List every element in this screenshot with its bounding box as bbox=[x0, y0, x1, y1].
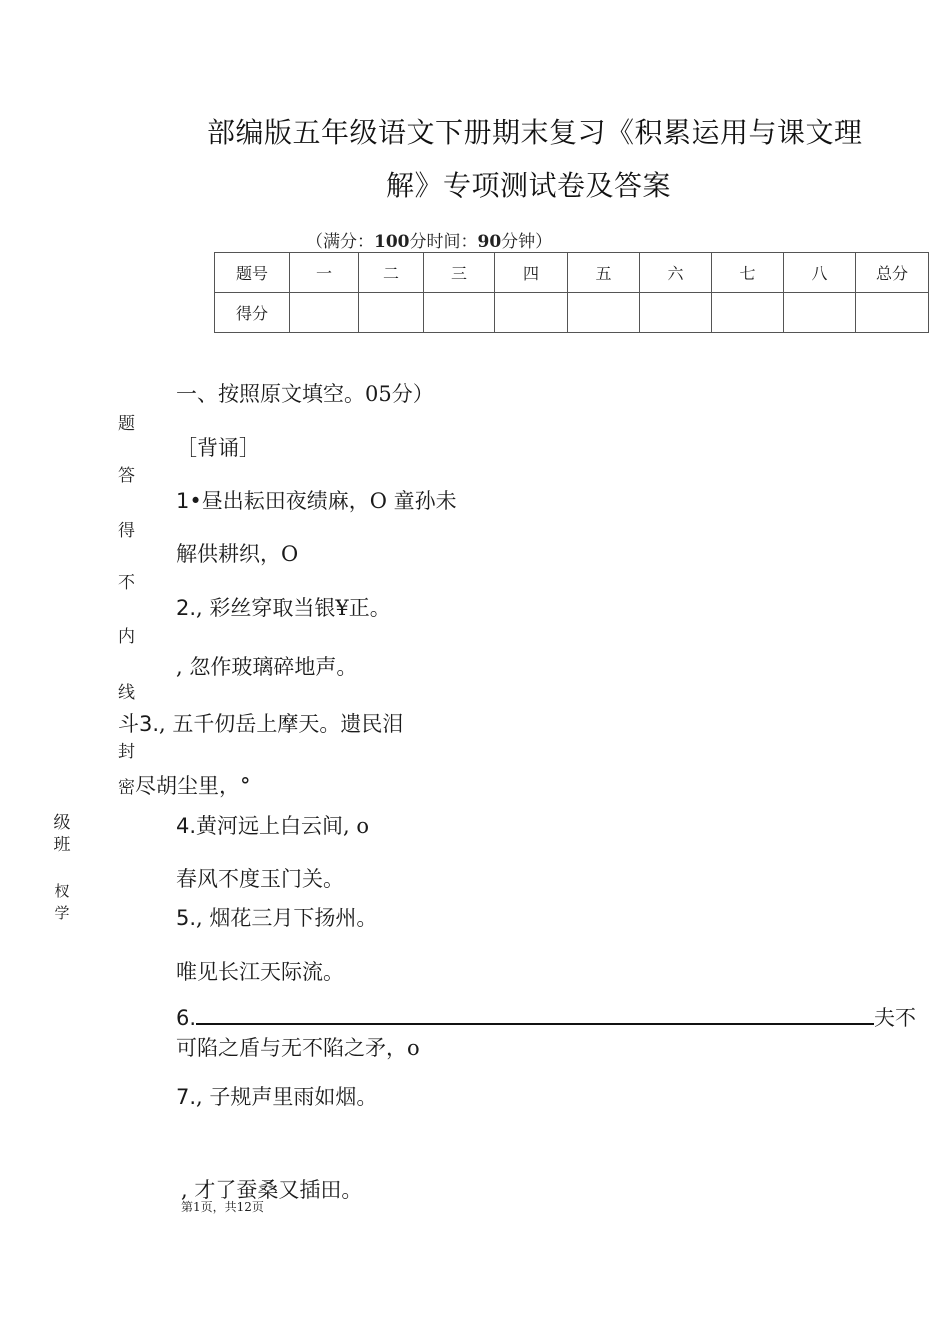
score-cell[interactable] bbox=[495, 293, 568, 333]
header-cell: 八 bbox=[784, 253, 856, 293]
list-item: 6. 夫不 bbox=[176, 1002, 916, 1032]
header-cell: 题号 bbox=[215, 253, 290, 293]
school-label: 杈学 bbox=[54, 882, 70, 922]
binding-margin-char: 得 bbox=[118, 521, 135, 541]
header-cell: 总分 bbox=[856, 253, 929, 293]
list-item: 7., 子规声里雨如烟。 bbox=[176, 1085, 378, 1109]
header-cell: 三 bbox=[424, 253, 495, 293]
score-cell[interactable] bbox=[424, 293, 495, 333]
class-label: 级班 bbox=[53, 813, 71, 855]
binding-margin-char: 封 bbox=[118, 742, 135, 762]
row-label-cell: 得分 bbox=[215, 293, 290, 333]
binding-margin-char: 线 bbox=[118, 683, 135, 703]
score-cell[interactable] bbox=[568, 293, 640, 333]
score-table-header-row bbox=[215, 253, 929, 293]
section-subheading: ［背诵］ bbox=[176, 436, 260, 460]
list-item: 可陷之盾与无不陷之矛，o bbox=[176, 1036, 420, 1060]
score-time-note: （满分：100分时间：90分钟） bbox=[306, 232, 553, 252]
header-cell: 六 bbox=[640, 253, 712, 293]
score-cell[interactable] bbox=[359, 293, 424, 333]
page-title-line2: 解》专项测试卷及答案 bbox=[386, 169, 672, 202]
section-heading: 一、按照原文填空。05分） bbox=[176, 382, 434, 406]
header-cell: 七 bbox=[712, 253, 784, 293]
header-cell: 一 bbox=[290, 253, 359, 293]
score-table bbox=[214, 252, 929, 333]
answer-blank-line[interactable] bbox=[196, 1003, 874, 1025]
page-title-line1: 部编版五年级语文下册期末复习《积累运用与课文理 bbox=[207, 116, 863, 149]
binding-margin-char: 不 bbox=[118, 573, 135, 593]
list-item: , 忽作玻璃碎地声。 bbox=[176, 655, 358, 679]
score-table-score-row bbox=[215, 293, 929, 333]
score-cell[interactable] bbox=[856, 293, 929, 333]
header-cell: 五 bbox=[568, 253, 640, 293]
score-cell[interactable] bbox=[290, 293, 359, 333]
list-item: 解供耕织，O bbox=[176, 542, 299, 566]
list-item: , 才了蚕桑又插田。 bbox=[181, 1178, 363, 1202]
header-cell: 二 bbox=[359, 253, 424, 293]
list-item: 2., 彩丝穿取当银¥正。 bbox=[176, 596, 391, 620]
score-cell[interactable] bbox=[712, 293, 784, 333]
list-item: 密尽胡尘里，° bbox=[118, 774, 251, 798]
score-cell[interactable] bbox=[640, 293, 712, 333]
binding-margin-char: 题 bbox=[118, 414, 135, 434]
list-item: 5., 烟花三月下扬州。 bbox=[176, 906, 378, 930]
page-footer: 第1页，共12页 bbox=[181, 1200, 264, 1214]
header-cell: 四 bbox=[495, 253, 568, 293]
binding-margin-char: 内 bbox=[118, 627, 135, 647]
list-item: 斗3., 五千仞岳上摩天。遗民泪 bbox=[118, 712, 404, 736]
list-item: 春风不度玉门关。 bbox=[176, 867, 344, 891]
binding-margin-char: 答 bbox=[118, 466, 135, 486]
list-item: 1•昼出耘田夜绩麻，O 童孙未 bbox=[176, 489, 457, 513]
list-item: 唯见长江天际流。 bbox=[176, 960, 344, 984]
score-cell[interactable] bbox=[784, 293, 856, 333]
list-item: 4.黄河远上白云间, o bbox=[176, 814, 370, 838]
